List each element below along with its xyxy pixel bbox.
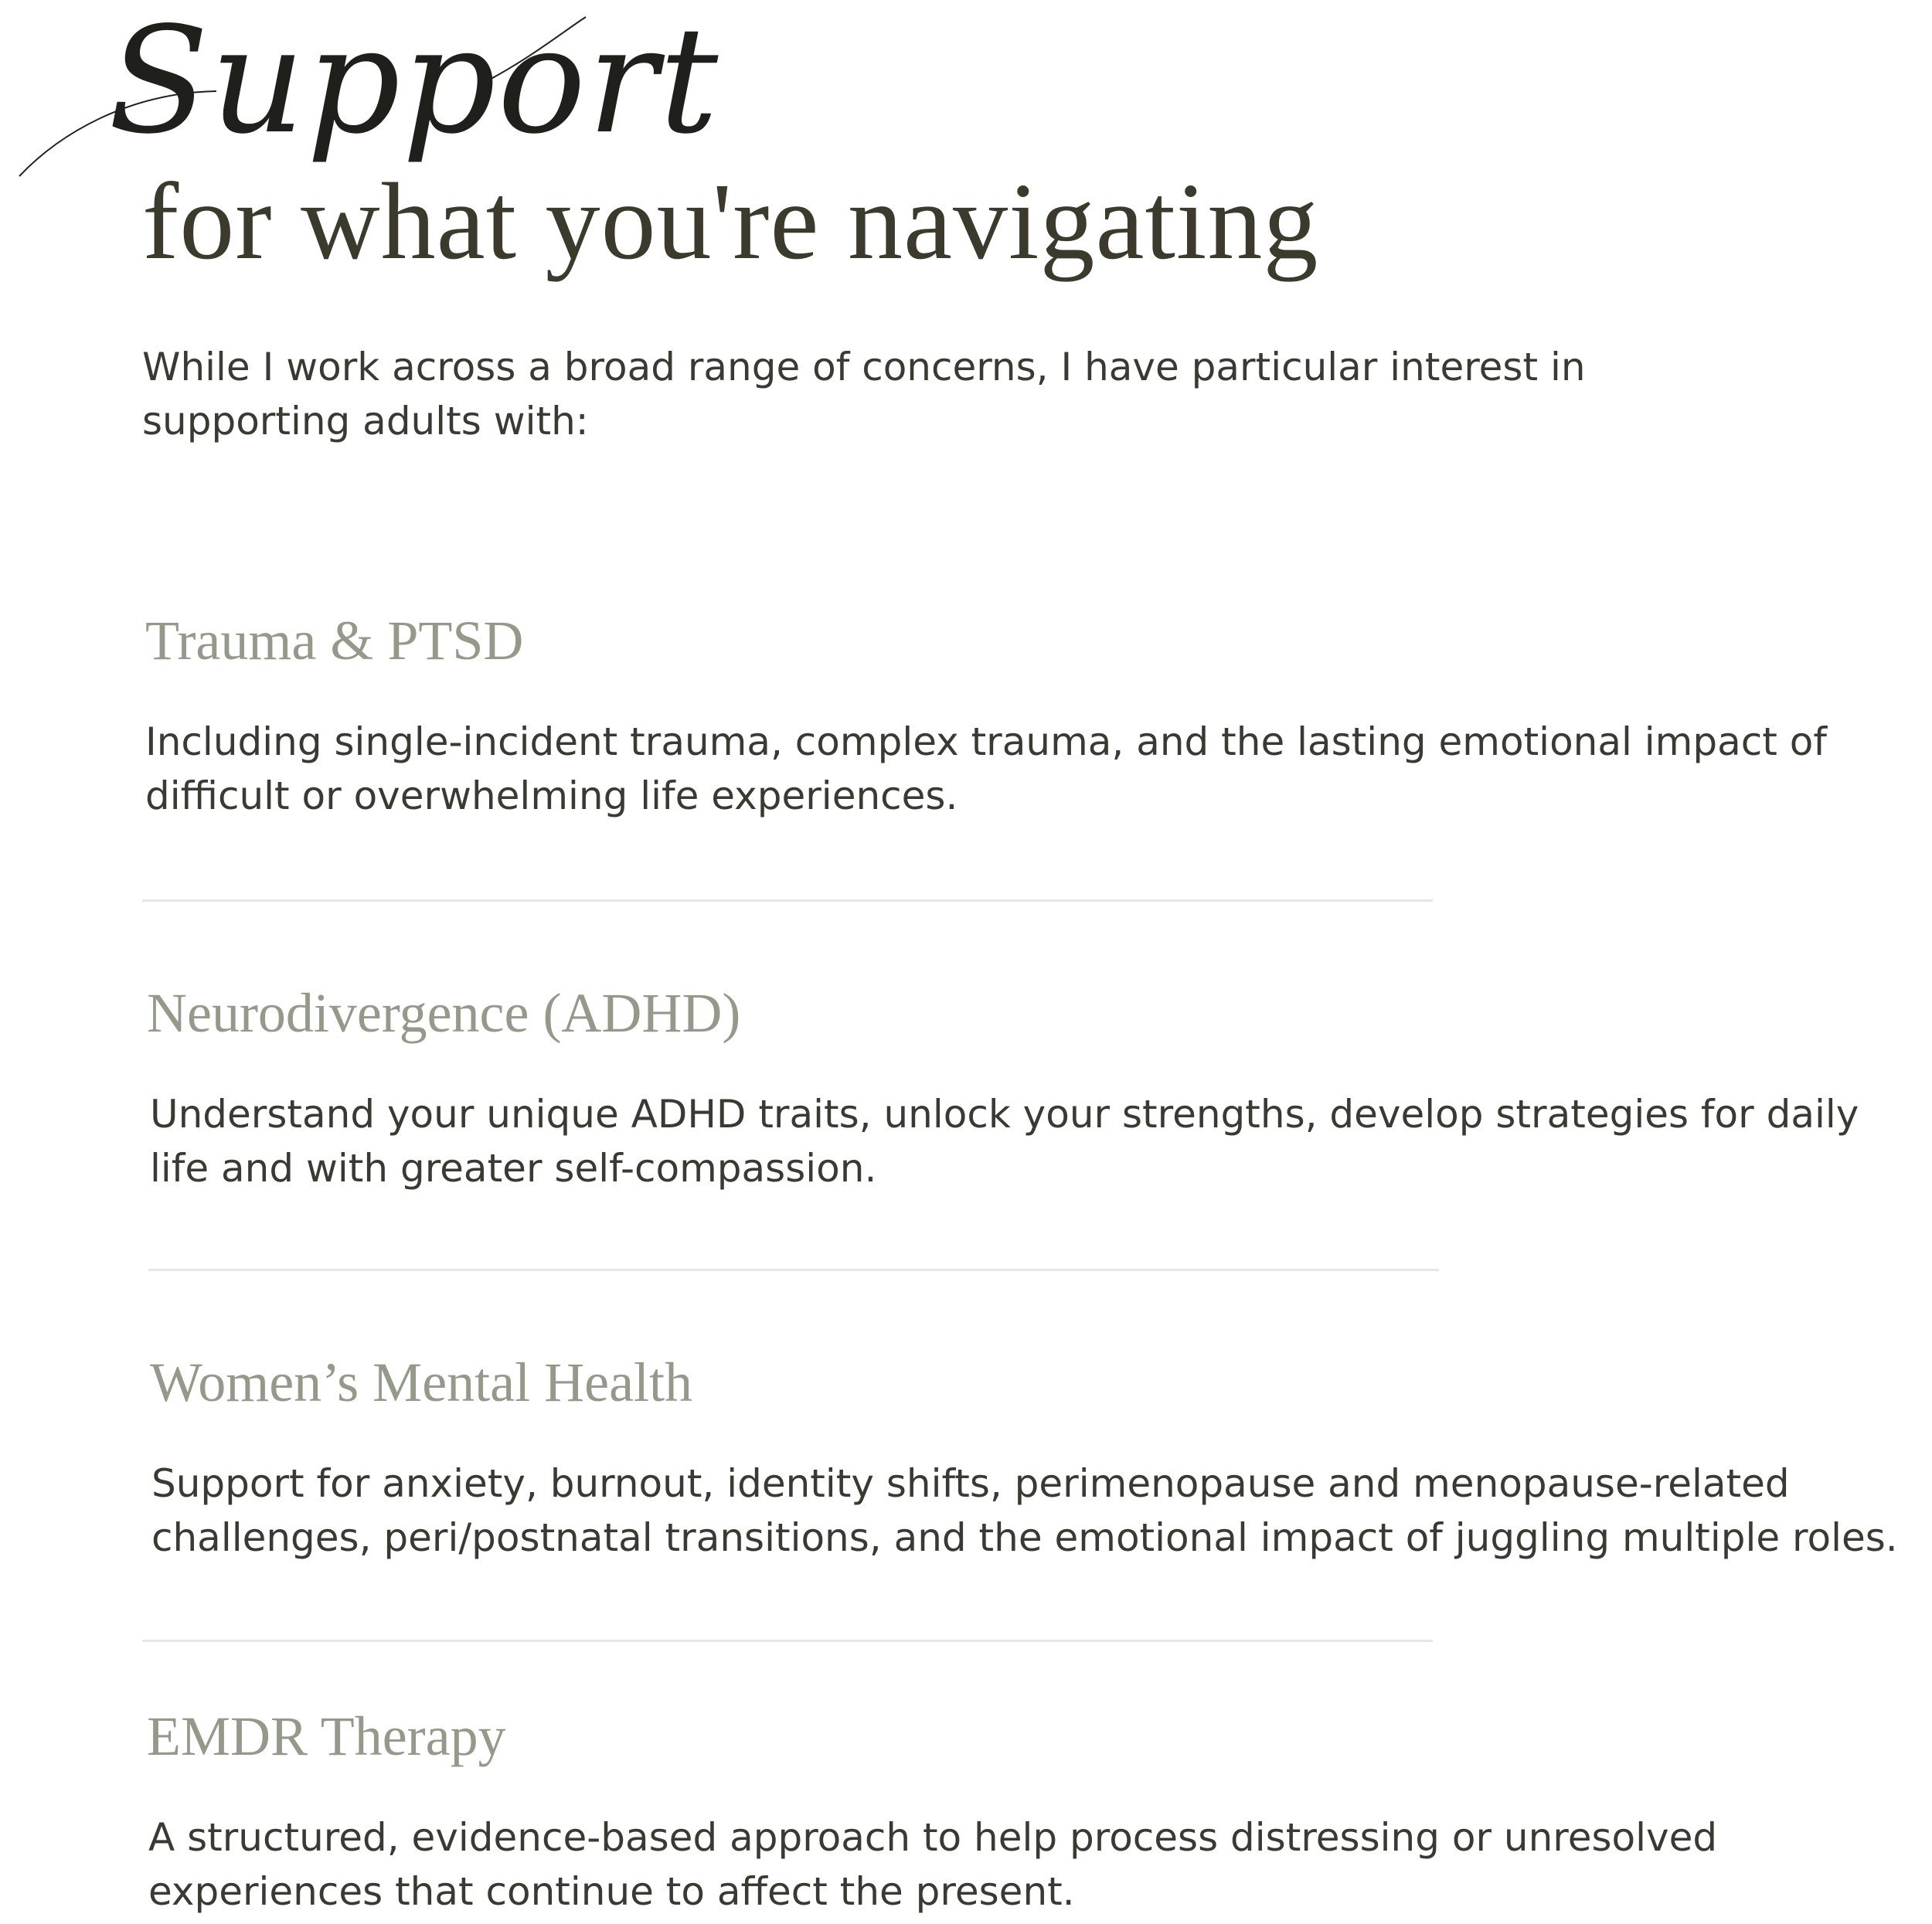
section-title: Trauma & PTSD bbox=[145, 610, 524, 671]
script-heading bbox=[15, 0, 720, 185]
section-divider bbox=[142, 899, 1433, 902]
section-body: Support for anxiety, burnout, identity shifts, perimenopause and menopause-related challenges, peri/postnatal transitions, and the emotional impact of juggling multiple roles. bbox=[151, 1461, 1898, 1561]
section-body: Understand your unique ADHD traits, unlock your strengths, develop strategies for daily life and with greater self-compassion. bbox=[150, 1092, 1859, 1191]
section-womens-health bbox=[150, 1352, 1920, 1565]
script-heading-text: Support bbox=[108, 0, 720, 166]
section-body: Including single-incident trauma, complex trauma, and the lasting emotional impact of difficult or overwhelming life experiences. bbox=[145, 719, 1827, 819]
script-heading-svg bbox=[15, 0, 720, 185]
section-divider bbox=[148, 1269, 1439, 1271]
section-title: EMDR Therapy bbox=[147, 1705, 506, 1767]
section-title: Women’s Mental Health bbox=[150, 1351, 693, 1413]
section-trauma bbox=[145, 610, 1907, 823]
section-title: Neurodivergence (ADHD) bbox=[147, 982, 741, 1044]
section-neurodivergence bbox=[147, 983, 1917, 1195]
page-title: for what you're navigating bbox=[142, 160, 1319, 282]
section-divider bbox=[142, 1640, 1433, 1642]
section-emdr bbox=[147, 1706, 1909, 1919]
intro-text: While I work across a broad range of concerns, I have particular interest in supporting adults with: bbox=[142, 345, 1586, 444]
section-body: A structured, evidence-based approach to help process distressing or unresolved experiences that continue to affect the present. bbox=[148, 1815, 1718, 1915]
